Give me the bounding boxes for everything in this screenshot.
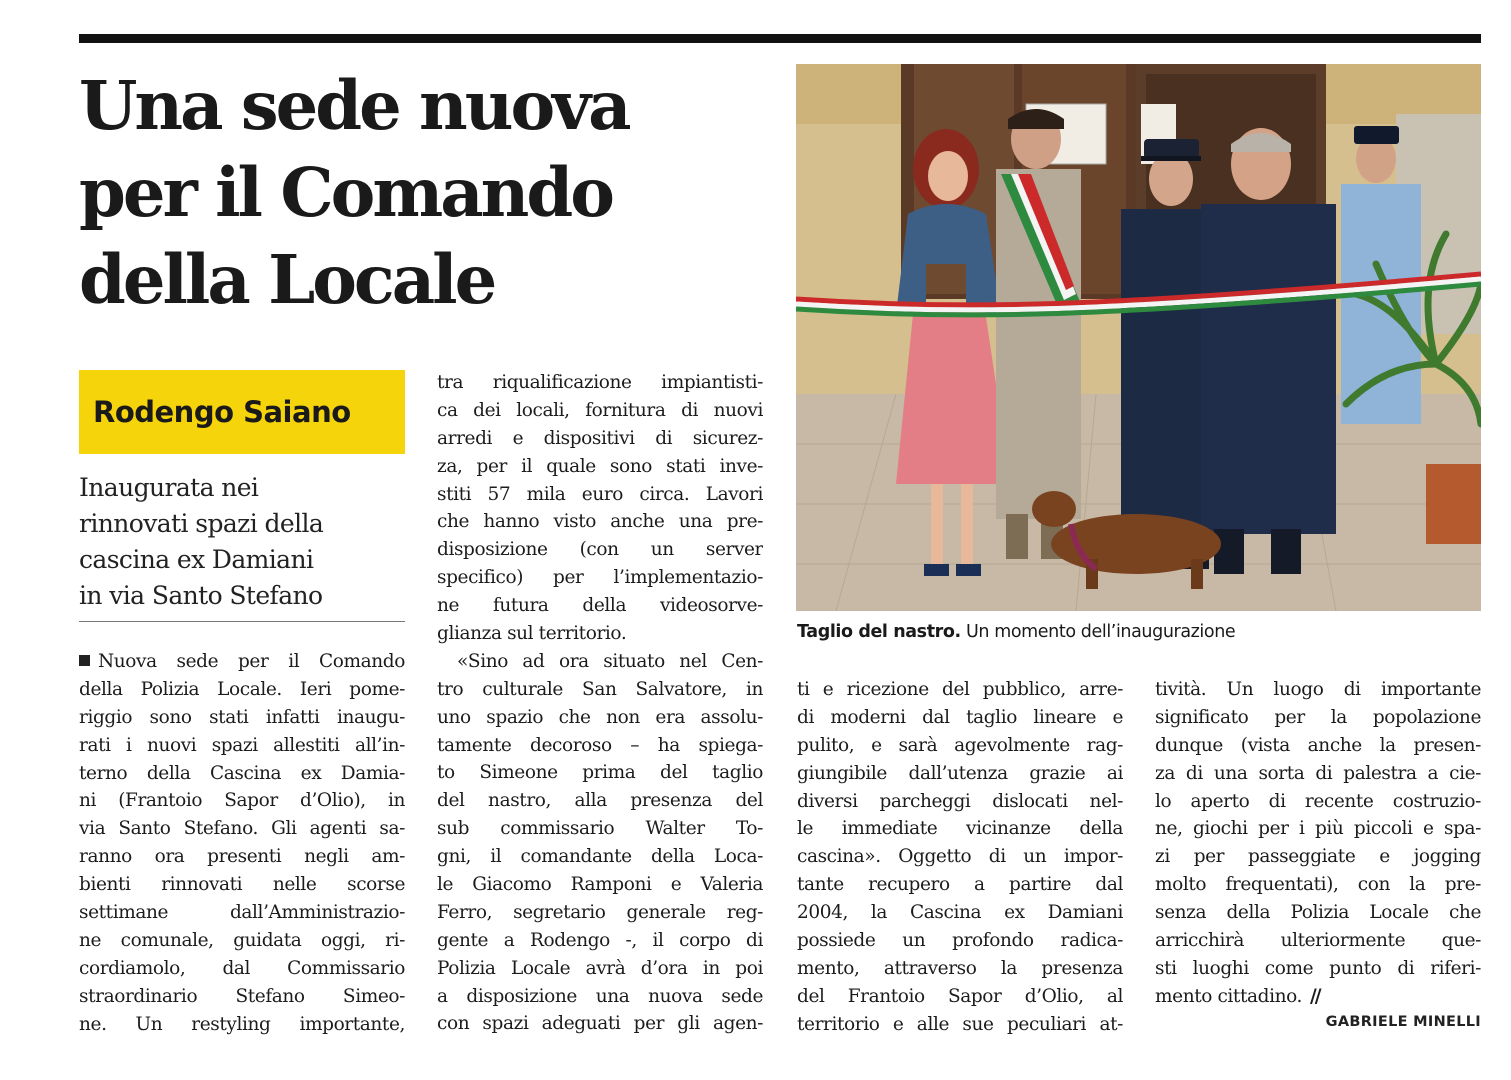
headline-line: Una sede nuova: [79, 66, 629, 145]
headline-line: della Locale: [79, 240, 495, 319]
location-kicker: Rodengo Saiano: [79, 370, 405, 454]
body-line: cordiamolo, dal Commissario: [79, 957, 405, 979]
body-line: del Frantoio Sapor d’Olio, al: [797, 985, 1123, 1007]
body-line: territorio e alle sue peculiari at-: [797, 1013, 1123, 1035]
subhead-line: in via Santo Stefano: [79, 581, 323, 610]
body-line: terno della Cascina ex Damia-: [79, 762, 405, 784]
body-line: ca dei locali, fornitura di nuovi: [437, 399, 763, 421]
body-line: giungibile dall’utenza grazie ai: [797, 762, 1123, 784]
body-line: disposizione (con un server: [437, 539, 763, 561]
subhead-line: cascina ex Damiani: [79, 545, 314, 574]
photo-caption-text: Un momento dell’inaugurazione: [960, 622, 1236, 642]
body-line: della Polizia Locale. Ieri pome-: [79, 678, 405, 700]
body-line: mento, attraverso la presenza: [797, 957, 1123, 979]
body-line: ti e ricezione del pubblico, arre-: [797, 679, 1123, 700]
body-line: tività. Un luogo di importante: [1155, 679, 1481, 700]
subhead-divider: [79, 621, 405, 622]
body-line: significato per la popolazione: [1155, 706, 1481, 728]
headline-line: per il Comando: [79, 153, 612, 232]
body-column-2: [437, 369, 763, 1038]
body-line: glianza sul territorio.: [437, 623, 627, 645]
body-line: sub commissario Walter To-: [437, 818, 763, 840]
body-line: ranno ora presenti negli am-: [79, 846, 405, 868]
body-line: di moderni dal taglio lineare e: [797, 706, 1123, 728]
inauguration-photo: [796, 64, 1481, 611]
body-line: dunque (vista anche la presen-: [1155, 734, 1481, 756]
body-line: senza della Polizia Locale che: [1155, 902, 1481, 924]
ribbon-cutting-illustration: [796, 64, 1481, 611]
body-line: cascina». Oggetto di un impor-: [797, 846, 1123, 868]
body-line: ne, giochi per i più piccoli e spa-: [1155, 818, 1481, 840]
body-line: mento cittadino. //: [1155, 985, 1320, 1007]
body-line: sti luoghi come punto di riferi-: [1155, 957, 1481, 979]
body-line: con spazi adeguati per gli agen-: [437, 1013, 763, 1035]
body-line: tro culturale San Salvatore, in: [437, 678, 763, 700]
body-line: bienti rinnovati nelle scorse: [79, 874, 405, 896]
body-line: tante recupero a partire dal: [797, 874, 1123, 896]
subhead-line: Inaugurata nei: [79, 473, 259, 502]
body-line: settimane dall’Amministrazio-: [79, 902, 405, 924]
body-line: stiti 57 mila euro circa. Lavori: [437, 483, 763, 505]
body-line: molto frequentati), con la pre-: [1155, 874, 1481, 896]
body-line: riggio sono stati infatti inaugu-: [79, 706, 405, 728]
body-line: Nuova sede per il Comando: [79, 648, 405, 676]
body-column-4: [1155, 676, 1481, 1011]
body-line: via Santo Stefano. Gli agenti sa-: [79, 818, 405, 840]
body-line: «Sino ad ora situato nel Cen-: [457, 650, 763, 672]
body-line: arricchirà ulteriormente que-: [1155, 930, 1481, 952]
body-line: le Giacomo Ramponi e Valeria: [437, 874, 763, 896]
body-column-3: [797, 676, 1123, 1039]
body-line: Ferro, segretario generale reg-: [437, 901, 763, 923]
subhead-line: rinnovati spazi della: [79, 509, 324, 538]
top-rule: [79, 34, 1481, 43]
subheadline: [79, 470, 409, 614]
body-column-1: [79, 648, 405, 1038]
paragraph-square-icon: [79, 655, 90, 666]
photo-caption: [797, 620, 1481, 644]
body-line: che hanno visto anche una pre-: [437, 511, 763, 533]
body-line: del nastro, alla presenza del: [437, 790, 763, 812]
body-line: za di una sorta di palestra a cie-: [1155, 762, 1481, 784]
body-line: uno spazio che non era assolu-: [437, 706, 763, 728]
body-line: possiede un profondo radica-: [797, 930, 1123, 952]
body-line: zi per passeggiate e jogging: [1155, 846, 1481, 868]
body-line: ni (Frantoio Sapor d’Olio), in: [79, 790, 405, 812]
body-line: pulito, e sarà agevolmente rag-: [797, 734, 1123, 756]
photo-caption-title: Taglio del nastro.: [797, 622, 961, 642]
body-line: ne futura della videosorve-: [437, 595, 763, 617]
body-line: za, per il quale sono stati inve-: [437, 455, 763, 477]
body-line: ne comunale, guidata oggi, ri-: [79, 929, 405, 951]
body-line: straordinario Stefano Simeo-: [79, 985, 405, 1007]
body-line: tra riqualificazione impiantisti-: [437, 372, 763, 393]
body-line: tamente decoroso – ha spiega-: [437, 734, 763, 756]
headline: [79, 62, 699, 323]
body-line: 2004, la Cascina ex Damiani: [797, 902, 1123, 924]
body-line: diversi parcheggi dislocati nel-: [797, 790, 1123, 812]
body-line: arredi e dispositivi di sicurez-: [437, 427, 763, 449]
body-line: a disposizione una nuova sede: [437, 985, 763, 1007]
body-line: rati i nuovi spazi allestiti all’in-: [79, 734, 405, 756]
body-line: to Simeone prima del taglio: [437, 762, 763, 784]
body-line: specifico) per l’implementazio-: [437, 567, 763, 589]
body-line: le immediate vicinanze della: [797, 818, 1123, 840]
body-line: ne. Un restyling importante,: [79, 1013, 405, 1035]
end-of-article-mark: //: [1310, 985, 1320, 1007]
body-line: Polizia Locale avrà d’ora in poi: [437, 957, 763, 979]
body-line: lo aperto di recente costruzio-: [1155, 790, 1481, 812]
body-line: gni, il comandante della Loca-: [437, 846, 763, 868]
body-line: gente a Rodengo -, il corpo di: [437, 929, 763, 951]
author-byline: GABRIELE MINELLI: [1325, 1014, 1481, 1030]
